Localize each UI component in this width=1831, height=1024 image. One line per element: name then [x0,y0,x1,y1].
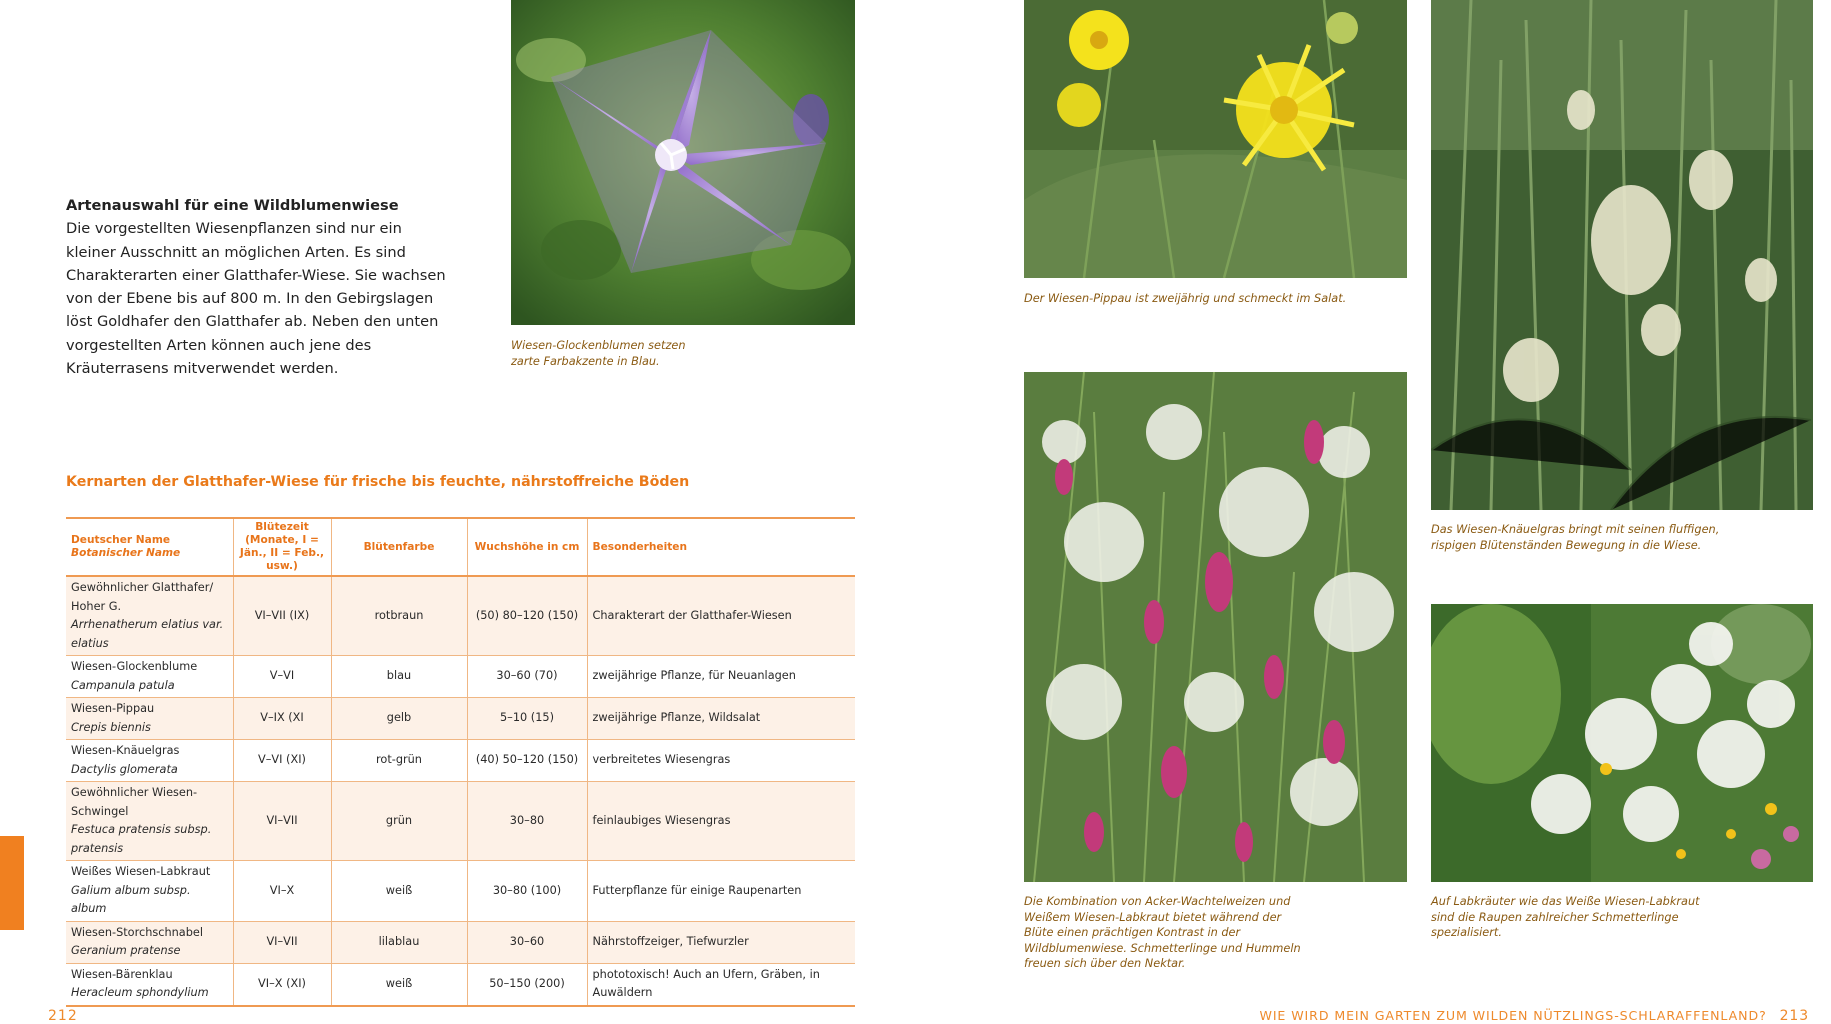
cell-wuchshoehe: 30–80 [467,782,587,861]
cell-name: Weißes Wiesen-Labkraut Galium album subsp. album [66,861,233,922]
cell-bluetenfarbe: lilablau [331,921,467,963]
table-row [66,698,855,740]
chapter-tab [0,836,24,930]
photo-kombination [1024,372,1407,882]
cell-bluetenfarbe: rotbraun [331,576,467,656]
table-row [66,656,855,698]
header-besonderheiten: Besonderheiten [587,518,855,576]
cell-bluetezeit: V–VI (XI) [233,740,331,782]
cell-wuchshoehe: 5–10 (15) [467,698,587,740]
cell-besonderheiten: phototoxisch! Auch an Ufern, Gräben, in Auwäldern [587,963,855,1006]
caption-kombination: Die Kombination von Acker-Wachtelweizen und Weißem Wiesen-Labkraut bietet während der Blüte einen prächtigen Kontrast in der Wildblumenwiese. Schmetterlinge und Hummeln freuen sich über den Nektar. [1024,895,1301,970]
table-row [66,782,855,861]
cell-wuchshoehe: (40) 50–120 (150) [467,740,587,782]
intro-heading: Artenauswahl für eine Wildblumenwiese [66,197,399,214]
cell-wuchshoehe: 30–60 [467,921,587,963]
photo-knaeuelgras [1431,0,1813,510]
cell-bluetezeit: VI–VII (IX) [233,576,331,656]
table-row [66,576,855,656]
running-head [1259,1008,1809,1024]
table-row [66,963,855,1006]
header-bluetenfarbe: Blütenfarbe [331,518,467,576]
header-name: Deutscher Name Botanischer Name [66,518,233,576]
cell-name: Wiesen-Glockenblume Campanula patula [66,656,233,698]
table-row [66,861,855,922]
cell-wuchshoehe: 30–60 (70) [467,656,587,698]
cell-besonderheiten: Futterpflanze für einige Raupenarten [587,861,855,922]
photo-glockenblume [511,0,855,325]
cell-bluetenfarbe: weiß [331,963,467,1006]
intro-body: Die vorgestellten Wiesenpflanzen sind nur ein kleiner Ausschnitt an möglichen Arten. Es sind Charakterarten einer Glatthafer-Wiese. Sie wachsen von der Ebene bis auf 800 m. In den Gebirgslagen löst Goldhafer den Glatthafer ab. Neben den unten vorgestellten Arten können auch jene des Kräuterrasens mitverwendet werden. [66,220,446,378]
cell-name: Wiesen-Bärenklau Heracleum sphondylium [66,963,233,1006]
photo-pippau [1024,0,1407,278]
cell-name: Gewöhnlicher Glatthafer/ Hoher G. Arrhenatherum elatius var. elatius [66,576,233,656]
cell-bluetezeit: VI–X (XI) [233,963,331,1006]
cell-bluetezeit: V–IX (XI [233,698,331,740]
table-row [66,921,855,963]
cell-bluetenfarbe: weiß [331,861,467,922]
page-number-left: 212 [48,1008,78,1024]
running-head-title: WIE WIRD MEIN GARTEN ZUM WILDEN NÜTZLINGS-SCHLARAFFENLAND? [1259,1008,1767,1023]
species-table [66,517,855,1007]
cell-name: Wiesen-Pippau Crepis biennis [66,698,233,740]
table-row [66,740,855,782]
photo-labkraut [1431,604,1813,882]
cell-bluetenfarbe: rot-grün [331,740,467,782]
header-wuchshoehe: Wuchshöhe in cm [467,518,587,576]
table-header-row [66,518,855,576]
cell-besonderheiten: zweijährige Pflanze, für Neuanlagen [587,656,855,698]
cell-wuchshoehe: (50) 80–120 (150) [467,576,587,656]
intro-block [66,194,456,380]
cell-wuchshoehe: 50–150 (200) [467,963,587,1006]
cell-bluetezeit: VI–X [233,861,331,922]
cell-besonderheiten: feinlaubiges Wiesengras [587,782,855,861]
cell-besonderheiten: Nährstoffzeiger, Tiefwurzler [587,921,855,963]
cell-bluetezeit: VI–VII [233,782,331,861]
caption-labkraut: Auf Labkräuter wie das Weiße Wiesen-Labkraut sind die Raupen zahlreicher Schmetterlinge spezialisiert. [1431,895,1700,939]
cell-bluetenfarbe: gelb [331,698,467,740]
caption-pippau: Der Wiesen-Pippau ist zweijährig und schmeckt im Salat. [1024,292,1347,305]
cell-bluetezeit: V–VI [233,656,331,698]
caption-glockenblume: Wiesen-Glockenblumen setzen zarte Farbakzente in Blau. [511,339,686,368]
table-title: Kernarten der Glatthafer-Wiese für frische bis feuchte, nährstoffreiche Böden [66,474,690,490]
cell-besonderheiten: verbreitetes Wiesengras [587,740,855,782]
cell-name: Wiesen-Storchschnabel Geranium pratense [66,921,233,963]
header-bluetezeit: Blütezeit (Monate, I = Jän., II = Feb., usw.) [233,518,331,576]
cell-besonderheiten: zweijährige Pflanze, Wildsalat [587,698,855,740]
caption-knaeuelgras: Das Wiesen-Knäuelgras bringt mit seinen fluffigen, rispigen Blütenständen Bewegung in die Wiese. [1431,523,1720,552]
cell-wuchshoehe: 30–80 (100) [467,861,587,922]
cell-besonderheiten: Charakterart der Glatthafer-Wiesen [587,576,855,656]
cell-bluetenfarbe: blau [331,656,467,698]
page-number-right: 213 [1779,1008,1809,1024]
cell-name: Wiesen-Knäuelgras Dactylis glomerata [66,740,233,782]
cell-bluetezeit: VI–VII [233,921,331,963]
cell-name: Gewöhnlicher Wiesen-Schwingel Festuca pratensis subsp. pratensis [66,782,233,861]
cell-bluetenfarbe: grün [331,782,467,861]
